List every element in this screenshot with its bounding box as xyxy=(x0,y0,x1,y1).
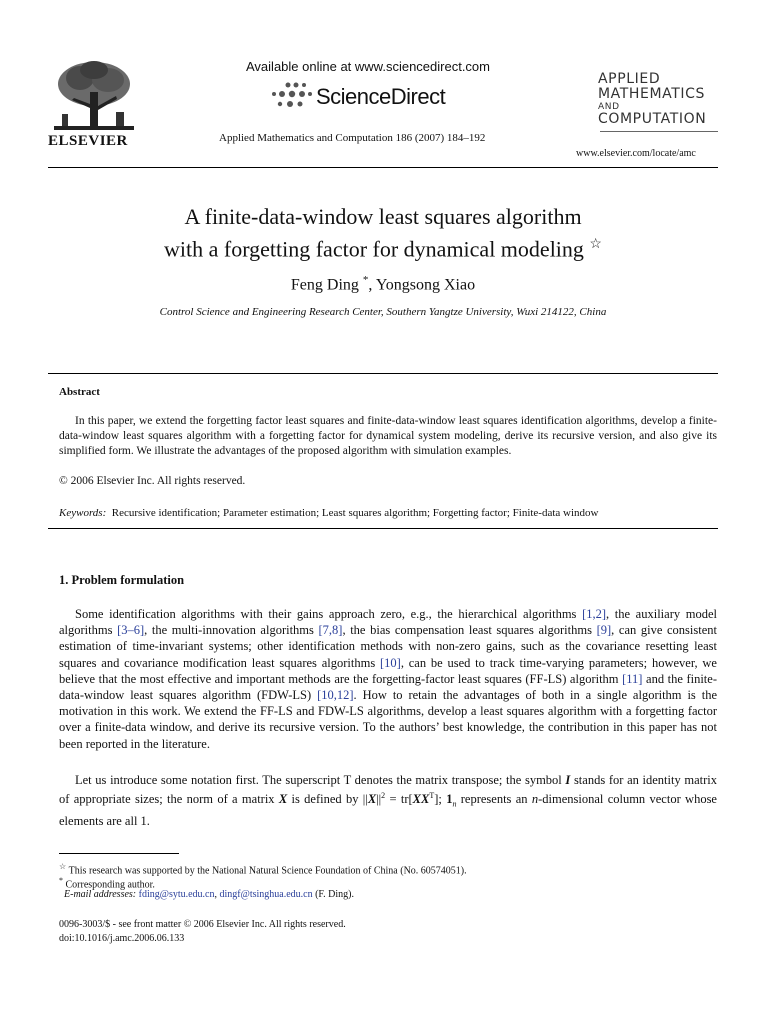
author-2: , Yongsong Xiao xyxy=(368,276,476,294)
citation-link[interactable]: [10] xyxy=(379,655,401,670)
abstract-top-divider xyxy=(48,373,718,374)
abstract-bottom-divider xyxy=(48,528,718,529)
keywords-list: Recursive identification; Parameter estimation; Least squares algorithm; Forgetting factor; Finite-data window xyxy=(111,507,599,519)
footnote-asterisk-mark: * xyxy=(59,876,63,885)
title-line-1: A finite-data-window least squares algorithm xyxy=(184,204,582,229)
available-online-text[interactable]: Available online at www.sciencedirect.com xyxy=(246,59,490,74)
elsevier-tree-logo xyxy=(50,58,138,134)
math-superscript: T xyxy=(429,791,435,801)
journal-logo-line: MATHEMATICS xyxy=(598,86,706,102)
math-symbol: X xyxy=(367,792,377,807)
body-text: , the multi-innovation algorithms xyxy=(144,623,319,638)
body-text: || xyxy=(376,792,382,807)
body-text: represents an xyxy=(456,792,532,807)
abstract-copyright: © 2006 Elsevier Inc. All rights reserved. xyxy=(59,475,246,487)
footnote-emails xyxy=(59,889,354,900)
math-superscript: 2 xyxy=(381,791,386,801)
section-heading: 1. Problem formulation xyxy=(59,573,185,587)
body-text: , can give consistent estimation of time-invariant systems; other identification methods with non-zero gains, such as the covariance resetting least squares and covariance modification least squares algorithms xyxy=(59,623,717,670)
email-label: E-mail addresses: xyxy=(64,889,137,900)
authors xyxy=(48,274,718,294)
footnote-funding xyxy=(59,862,467,876)
journal-logo-line: AND xyxy=(598,102,620,112)
journal-url[interactable]: www.elsevier.com/locate/amc xyxy=(576,148,696,159)
corresponding-author-mark[interactable]: * xyxy=(362,274,369,286)
citation-link[interactable]: [1,2] xyxy=(582,607,607,621)
body-text: , the auxiliary model algorithms xyxy=(59,607,717,638)
body-text: Some identification algorithms with their gains approach zero, e.g., the hierarchical algorithms xyxy=(75,607,583,621)
doi[interactable]: doi:10.1016/j.amc.2006.06.133 xyxy=(59,933,185,944)
journal-citation: Applied Mathematics and Computation 186 (2007) 184–192 xyxy=(219,132,486,144)
body-text: . How to retain the advantages of both in a single algorithm is the motivation in this work. We extend the FF-LS and FDW-LS algorithms, develop a least squares algorithm with a forgetting factor over a finite-data window, and derive its recursive version. To the authors’ best knowledge, the contribution in this paper has not been reported in the literature. xyxy=(59,688,718,751)
author-1: Feng Ding xyxy=(290,276,363,294)
journal-logo xyxy=(598,72,718,127)
footnote-text: This research was supported by the National Natural Science Foundation of China (No. 60574051). xyxy=(68,865,467,877)
math-symbol: I xyxy=(565,773,571,787)
math-symbol: X xyxy=(278,792,288,807)
publisher-name: ELSEVIER xyxy=(48,133,128,149)
body-text: = tr[ xyxy=(385,792,413,807)
journal-logo-line: COMPUTATION xyxy=(598,111,707,127)
email-separator: , xyxy=(214,889,220,900)
body-text: is defined by || xyxy=(287,792,368,807)
keywords-label: Keywords: xyxy=(59,507,107,519)
citation-link[interactable]: [3–6] xyxy=(117,623,145,638)
journal-logo-line: APPLIED xyxy=(598,71,661,87)
sciencedirect-wordmark[interactable]: ScienceDirect xyxy=(316,84,446,109)
front-matter: 0096-3003/$ - see front matter © 2006 Elsevier Inc. All rights reserved. xyxy=(59,919,346,930)
body-text: stands for an identity matrix of appropriate sizes; the norm of a matrix xyxy=(59,773,717,807)
header-divider xyxy=(48,167,718,168)
paper-title xyxy=(48,203,718,263)
abstract-paragraph: In this paper, we extend the forgetting factor least squares and finite-data-window least squares identification algorithms, develop a finite-data-window least squares algorithm with a forgetting factor for dynamical system modeling, derive its recursive version, and also give its simplified form. We illustrate the advantages of the proposed algorithm with simulation examples. xyxy=(59,415,717,457)
body-text: , the bias compensation least squares algorithms xyxy=(342,623,597,638)
body-text: -dimensional column vector whose elements are all 1. xyxy=(59,792,717,829)
body-text: ]; xyxy=(434,792,447,807)
body-text: , can be used to track time-varying parameters; however, we believe that the most effective and important methods are the forgetting-factor least squares (FF-LS) algorithm xyxy=(59,655,717,686)
footnote-text: Corresponding author. xyxy=(65,879,155,891)
math-symbol: n xyxy=(531,792,539,807)
math-subscript: n xyxy=(452,799,457,809)
math-symbol: XX xyxy=(412,792,430,807)
math-symbol: 1 xyxy=(446,792,453,807)
body-paragraph-1 xyxy=(59,606,717,752)
body-paragraph-2 xyxy=(59,772,717,829)
footnote-star-mark: ☆ xyxy=(59,862,67,871)
title-line-2: with a forgetting factor for dynamical modeling xyxy=(164,236,584,262)
abstract-text xyxy=(59,414,717,459)
email-link[interactable]: fding@sytu.edu.cn xyxy=(138,889,215,900)
citation-link[interactable]: [10,12] xyxy=(317,688,354,703)
citation-link[interactable]: [7,8] xyxy=(318,623,343,638)
affiliation: Control Science and Engineering Research Center, Southern Yangtze University, Wuxi 214122, China xyxy=(159,306,607,318)
body-text: Let us introduce some notation first. The superscript T denotes the matrix transpose; the symbol xyxy=(75,773,566,787)
citation-link[interactable]: [9] xyxy=(596,623,612,638)
title-footnote-star[interactable]: ☆ xyxy=(589,237,602,252)
body-text: and the finite-data-window least squares algorithm (FDW-LS) xyxy=(59,671,717,703)
sciencedirect-dots-icon xyxy=(268,80,314,112)
citation-link[interactable]: [11] xyxy=(622,671,643,686)
email-link[interactable]: dingf@tsinghua.edu.cn xyxy=(219,889,313,900)
email-suffix: (F. Ding). xyxy=(312,889,355,900)
keywords xyxy=(59,507,599,519)
footnote-divider xyxy=(59,853,179,854)
abstract-heading: Abstract xyxy=(59,386,100,398)
journal-logo-rule xyxy=(600,131,718,132)
